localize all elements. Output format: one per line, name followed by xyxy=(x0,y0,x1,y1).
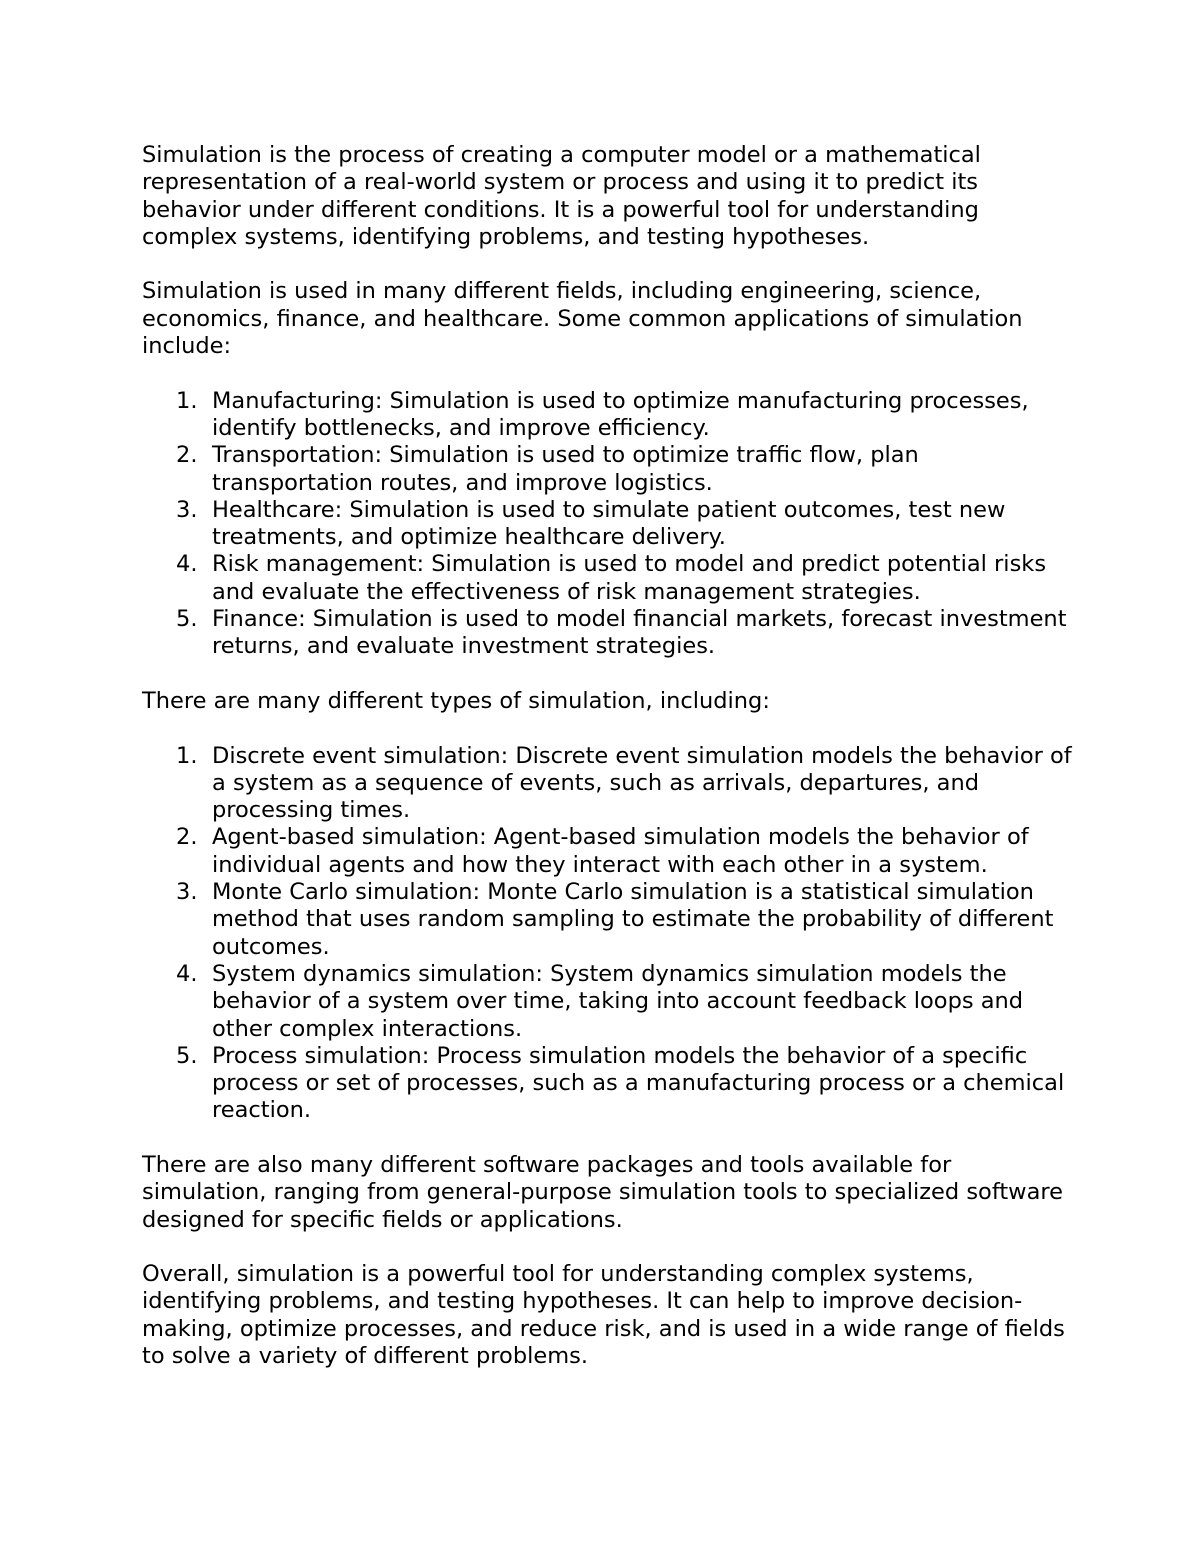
list-item xyxy=(142,442,1072,497)
list-item-text: System dynamics simulation: System dynamics simulation models the behavior of a system over time, taking into account feedback loops and other complex interactions. xyxy=(212,960,1024,1042)
list-number: 3. xyxy=(176,879,198,906)
list-item xyxy=(142,606,1072,661)
types-intro-paragraph: There are many different types of simulation, including: xyxy=(142,687,770,714)
list-item xyxy=(142,1043,1072,1125)
list-item xyxy=(142,551,1072,606)
list-item xyxy=(142,497,1072,552)
list-item-text: Agent-based simulation: Agent-based simulation models the behavior of individual agents and how they interact with each other in a system. xyxy=(212,824,1029,878)
list-item-text: Transportation: Simulation is used to optimize traffic flow, plan transportation routes, and improve logistics. xyxy=(212,442,919,496)
list-number: 3. xyxy=(176,496,198,523)
list-number: 5. xyxy=(176,1042,198,1069)
list-number: 5. xyxy=(176,606,198,633)
list-number: 4. xyxy=(176,960,198,987)
intro-paragraph: Simulation is the process of creating a computer model or a mathematical representation of a real-world system or process and using it to predict its behavior under different conditions. It is a powerful tool for understanding complex systems, identifying problems, and testing hypotheses. xyxy=(142,142,981,250)
list-item-text: Healthcare: Simulation is used to simulate patient outcomes, test new treatments, and optimize healthcare delivery. xyxy=(212,496,1006,551)
document-page xyxy=(142,142,1072,1398)
list-item-text: Discrete event simulation: Discrete event simulation models the behavior of a system as a sequence of events, such as arrivals, departures, and processing times. xyxy=(212,742,1072,824)
list-item xyxy=(142,961,1072,1043)
overall-paragraph: Overall, simulation is a powerful tool for understanding complex systems, identifying problems, and testing hypotheses. It can help to improve decision-making, optimize processes, and reduce risk, and is used in a wide range of fields to solve a variety of different problems. xyxy=(142,1261,1065,1370)
list-item xyxy=(142,824,1072,879)
list-item-text: Finance: Simulation is used to model financial markets, forecast investment returns, and evaluate investment strategies. xyxy=(212,606,1067,660)
list-number: 2. xyxy=(176,824,198,851)
applications-list xyxy=(142,388,1072,661)
list-item-text: Manufacturing: Simulation is used to optimize manufacturing processes, identify bottlenecks, and improve efficiency. xyxy=(212,387,1029,441)
list-number: 1. xyxy=(176,742,198,769)
list-number: 4. xyxy=(176,551,198,578)
software-paragraph: There are also many different software packages and tools available for simulation, ranging from general-purpose simulation tools to specialized software designed for specific fields or applications. xyxy=(142,1151,1063,1233)
uses-paragraph: Simulation is used in many different fields, including engineering, science, economics, finance, and healthcare. Some common applications of simulation include: xyxy=(142,278,1023,360)
types-list xyxy=(142,743,1072,1125)
list-number: 1. xyxy=(176,387,198,414)
list-item xyxy=(142,743,1072,825)
list-item xyxy=(142,879,1072,961)
list-number: 2. xyxy=(176,442,198,469)
list-item-text: Monte Carlo simulation: Monte Carlo simulation is a statistical simulation method that uses random sampling to estimate the probability of different outcomes. xyxy=(212,879,1054,960)
list-item xyxy=(142,388,1072,443)
list-item-text: Risk management: Simulation is used to model and predict potential risks and evaluate the effectiveness of risk management strategies. xyxy=(212,551,1047,605)
list-item-text: Process simulation: Process simulation models the behavior of a specific process or set of processes, such as a manufacturing process or a chemical reaction. xyxy=(212,1042,1065,1124)
